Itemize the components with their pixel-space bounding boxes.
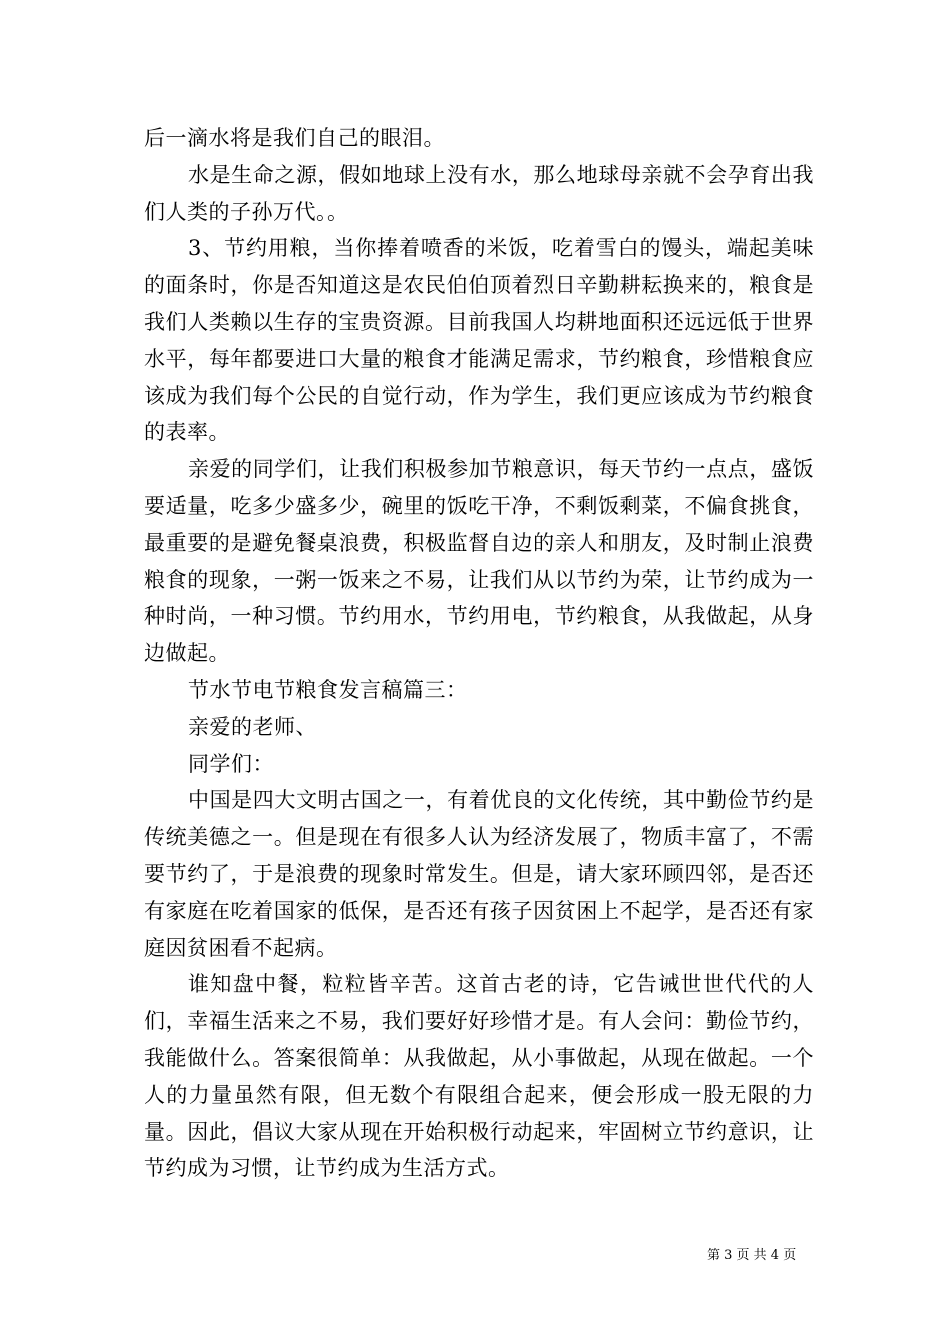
section-heading: 节水节电节粮食发言稿篇三： [188, 677, 468, 702]
salutation-students: 同学们： [188, 751, 274, 776]
salutation-teachers: 亲爱的老师、 [188, 714, 317, 739]
paragraph-save-grain: 3、节约用粮，当你捧着喷香的米饭，吃着雪白的馒头，端起美味的面条时，你是否知道这是农民伯伯顶着烈日辛勤耕耘换来的，粮食是我们人类赖以生存的宝贵资源。目前我国人均耕地面积还远远低于世界水平，每年都要进口大量的粮食才能满足需求，节约粮食，珍惜粮食应该成为我们每个公民的自觉行动，作为学生，我们更应该成为节约粮食的表率。 [144, 236, 814, 445]
paragraph-call-to-action: 亲爱的同学们，让我们积极参加节粮意识，每天节约一点点，盛饭要适量，吃多少盛多少，碗里的饭吃干净，不剩饭剩菜，不偏食挑食，最重要的是避免餐桌浪费，积极监督自边的亲人和朋友，及时制止浪费粮食的现象，一粥一饭来之不易，让我们从以节约为荣，让节约成为一种时尚，一种习惯。节约用水，节约用电，节约粮食，从我做起，从身边做起。 [144, 457, 814, 666]
paragraph-continuation: 后一滴水将是我们自己的眼泪。 [144, 126, 445, 150]
paragraph-water: 水是生命之源，假如地球上没有水，那么地球母亲就不会孕育出我们人类的子孙万代。。 [144, 162, 814, 224]
document-body [144, 120, 814, 1187]
paragraph-poem: 谁知盘中餐，粒粒皆辛苦。这首古老的诗，它告诫世世代代的人们，幸福生活来之不易，我们要好好珍惜才是。有人会问：勤俭节约，我能做什么。答案很简单：从我做起，从小事做起，从现在做起。一个人的力量虽然有限，但无数个有限组合起来，便会形成一股无限的力量。因此，倡议大家从现在开始积极行动起来，牢固树立节约意识，让节约成为习惯，让节约成为生活方式。 [144, 972, 814, 1181]
paragraph-china-tradition: 中国是四大文明古国之一，有着优良的文化传统，其中勤俭节约是传统美德之一。但是现在有很多人认为经济发展了，物质丰富了，不需要节约了，于是浪费的现象时常发生。但是，请大家环顾四邻，是否还有家庭在吃着国家的低保，是否还有孩子因贫困上不起学，是否还有家庭因贫困看不起病。 [144, 788, 814, 960]
page-number: 第 3 页 共 4 页 [707, 1248, 797, 1263]
